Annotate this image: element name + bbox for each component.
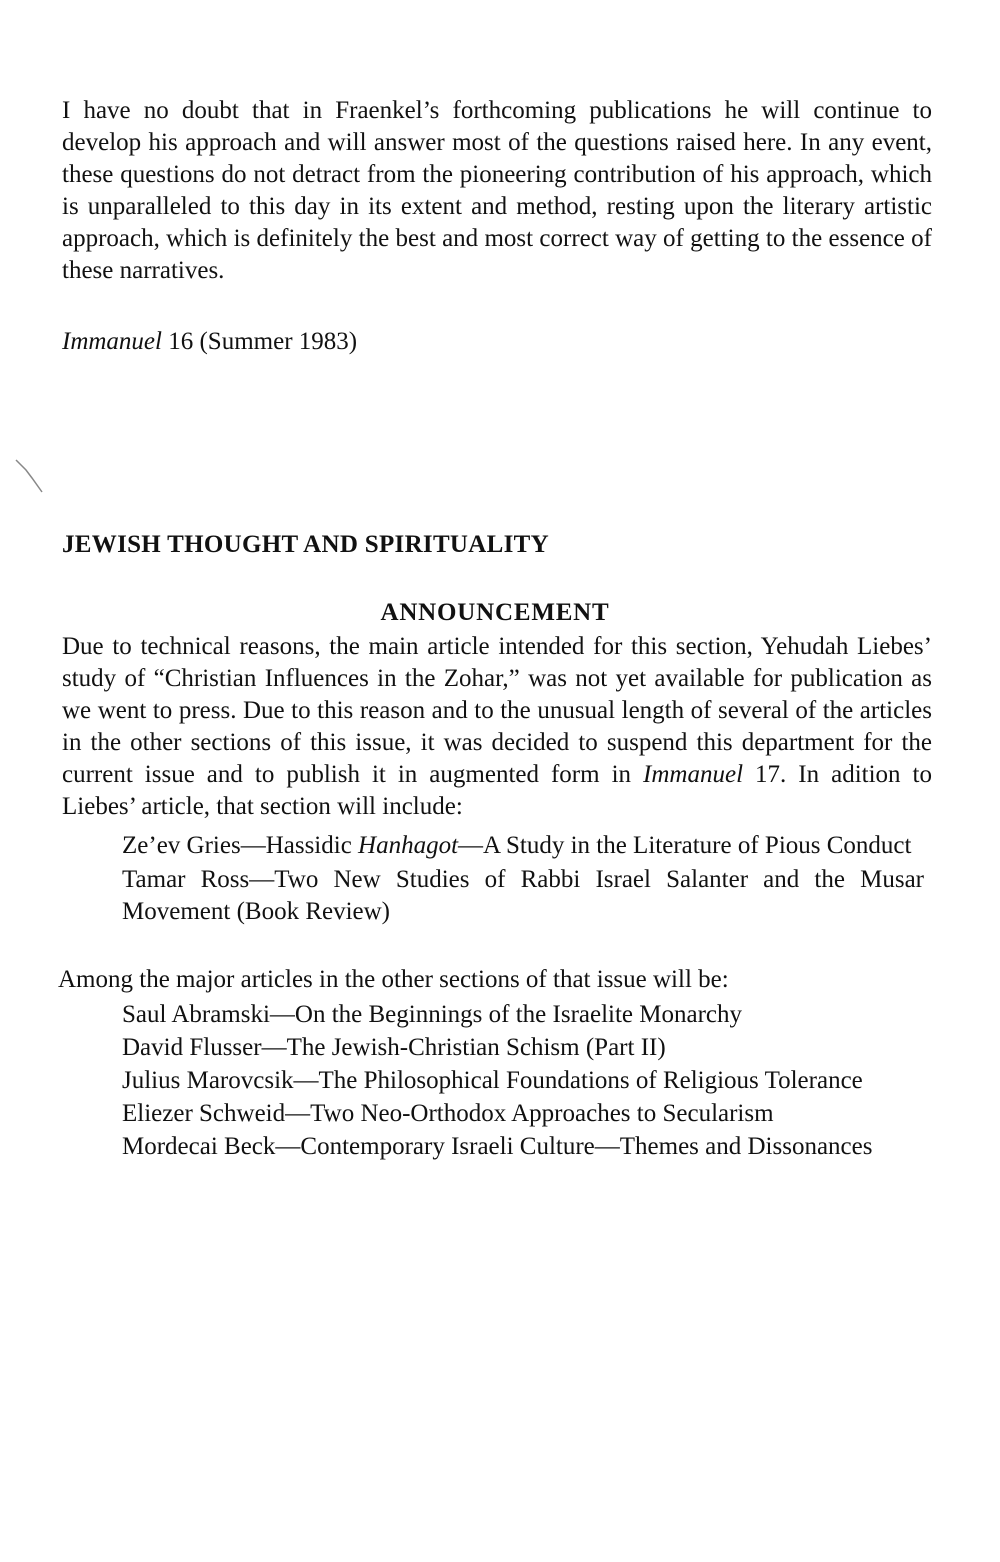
list-item: Ze’ev Gries—Hassidic Hanhagot—A Study in the Literature of Pious Conduct: [122, 832, 912, 859]
citation: [62, 328, 357, 356]
citation-journal: Immanuel: [62, 328, 162, 355]
list-item: David Flusser—The Jewish-Christian Schism (Part II): [122, 1034, 666, 1061]
intro-paragraph: I have no doubt that in Fraenkel’s forthcoming publications he will continue to develop his approach and will answer most of the questions raised here. In any event, these questions do not detract from the pioneering contribution of his approach, which is unparalleled to this day in its extent and method, resting upon the literary artistic approach, which is definitely the best and most correct way of getting to the essence of these narratives.: [62, 97, 932, 284]
announcement-journal: Immanuel: [643, 761, 744, 788]
citation-issue: 16 (Summer 1983): [161, 328, 358, 355]
list-item: Eliezer Schweid—Two Neo-Orthodox Approaches to Secularism: [122, 1100, 774, 1127]
announcement-body-part1: Due to technical reasons, the main article intended for this section, Yehudah Liebes’ study of “Christian Influences in the Zohar,” was not yet available for publication as we went to press. Due to this reason and to the unusual length of several of the articles in the other sections of this issue, it was decided to suspend this department for the current issue and to publish it in augmented form in: [62, 633, 932, 788]
major-articles-intro: Among the major articles in the other sections of that issue will be:: [58, 966, 729, 993]
list-item: Julius Marovcsik—The Philosophical Foundations of Religious Tolerance: [122, 1067, 863, 1094]
list-item: Mordecai Beck—Contemporary Israeli Culture—Themes and Dissonances: [122, 1133, 873, 1160]
announcement-title: ANNOUNCEMENT: [380, 599, 610, 626]
stray-pen-mark: [14, 458, 44, 494]
announcement-body: [62, 631, 932, 823]
major-articles-list: [122, 998, 924, 1163]
section-heading: JEWISH THOUGHT AND SPIRITUALITY: [62, 531, 549, 558]
list-item: Tamar Ross—Two New Studies of Rabbi Israel Salanter and the Musar Movement (Book Review): [122, 866, 924, 925]
section-articles-list: [122, 830, 924, 928]
announcement-body-part2: 17. In adition to Liebes’ article, that section will include:: [62, 761, 932, 820]
list-item: Saul Abramski—On the Beginnings of the Israelite Monarchy: [122, 1001, 743, 1028]
